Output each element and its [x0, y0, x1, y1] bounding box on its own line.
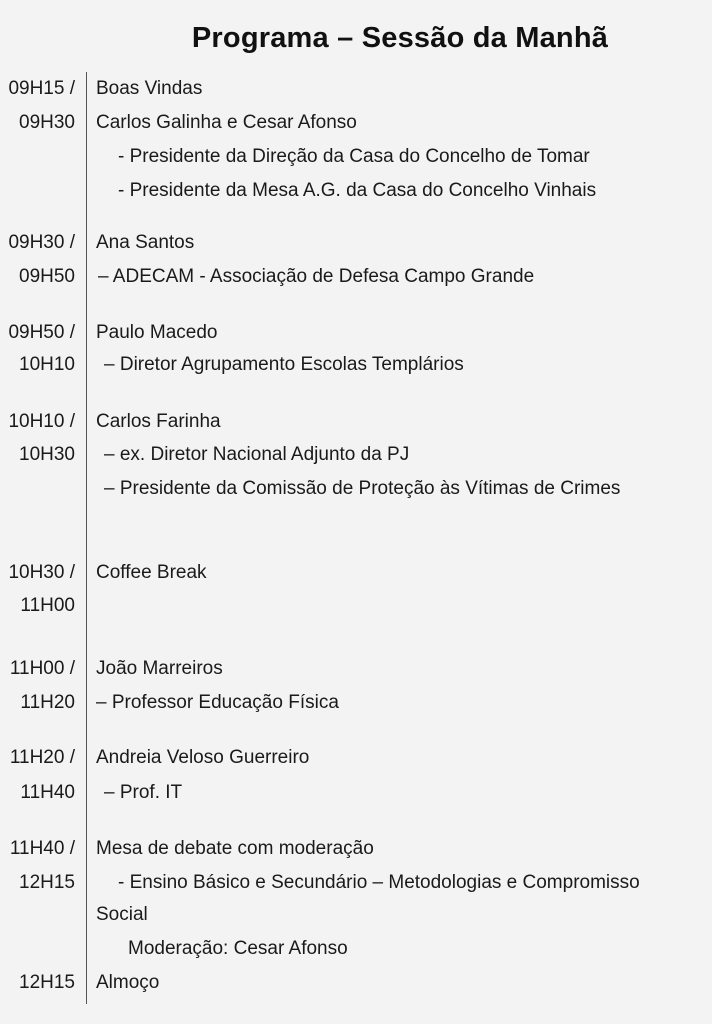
- end-time: 09H50: [19, 266, 75, 287]
- speaker-role: - Presidente da Mesa A.G. da Casa do Concelho Vinhais: [118, 180, 597, 201]
- start-time: 10H30 /: [8, 562, 75, 583]
- speaker-name: João Marreiros: [96, 658, 223, 679]
- end-time: 10H10: [19, 354, 75, 375]
- end-time: 11H00: [20, 595, 75, 616]
- page-title: Programa – Sessão da Manhã: [191, 22, 609, 54]
- start-time: 11H00 /: [9, 658, 75, 679]
- session-title: Mesa de debate com moderação: [96, 838, 374, 859]
- moderator: Moderação: Cesar Afonso: [128, 938, 348, 959]
- session-title: Boas Vindas: [96, 78, 203, 99]
- session-title: Almoço: [96, 972, 160, 993]
- start-time: 12H15: [19, 972, 75, 993]
- speaker-name: Andreia Veloso Guerreiro: [96, 747, 310, 768]
- speaker-name: Carlos Farinha: [96, 411, 221, 432]
- end-time: 12H15: [19, 872, 75, 893]
- speaker-role: – Diretor Agrupamento Escolas Templários: [104, 354, 464, 375]
- speaker-name: Paulo Macedo: [96, 322, 218, 343]
- timeline-divider: [86, 72, 87, 1004]
- start-time: 10H10 /: [8, 411, 75, 432]
- session-topic: Social: [96, 904, 148, 925]
- start-time: 09H15 /: [8, 78, 75, 99]
- start-time: 09H50 /: [8, 322, 75, 343]
- start-time: 11H40 /: [9, 838, 75, 859]
- end-time: 09H30: [19, 112, 75, 133]
- start-time: 09H30 /: [8, 232, 75, 253]
- session-topic: - Ensino Básico e Secundário – Metodologias e Compromisso: [118, 872, 640, 893]
- start-time: 11H20 /: [9, 747, 75, 768]
- speaker-role: – ADECAM - Associação de Defesa Campo Grande: [98, 266, 535, 287]
- speaker-role: – Presidente da Comissão de Proteção às Vítimas de Crimes: [104, 478, 621, 499]
- speaker-name: Ana Santos: [96, 232, 195, 253]
- end-time: 11H20: [20, 692, 75, 713]
- speaker-role: - Presidente da Direção da Casa do Concelho de Tomar: [118, 146, 590, 167]
- speaker-role: – ex. Diretor Nacional Adjunto da PJ: [104, 444, 410, 465]
- speaker-name: Carlos Galinha e Cesar Afonso: [96, 112, 357, 133]
- end-time: 10H30: [19, 444, 75, 465]
- session-title: Coffee Break: [96, 562, 207, 583]
- end-time: 11H40: [20, 782, 75, 803]
- speaker-role: – Professor Educação Física: [96, 692, 339, 713]
- speaker-role: – Prof. IT: [104, 782, 183, 803]
